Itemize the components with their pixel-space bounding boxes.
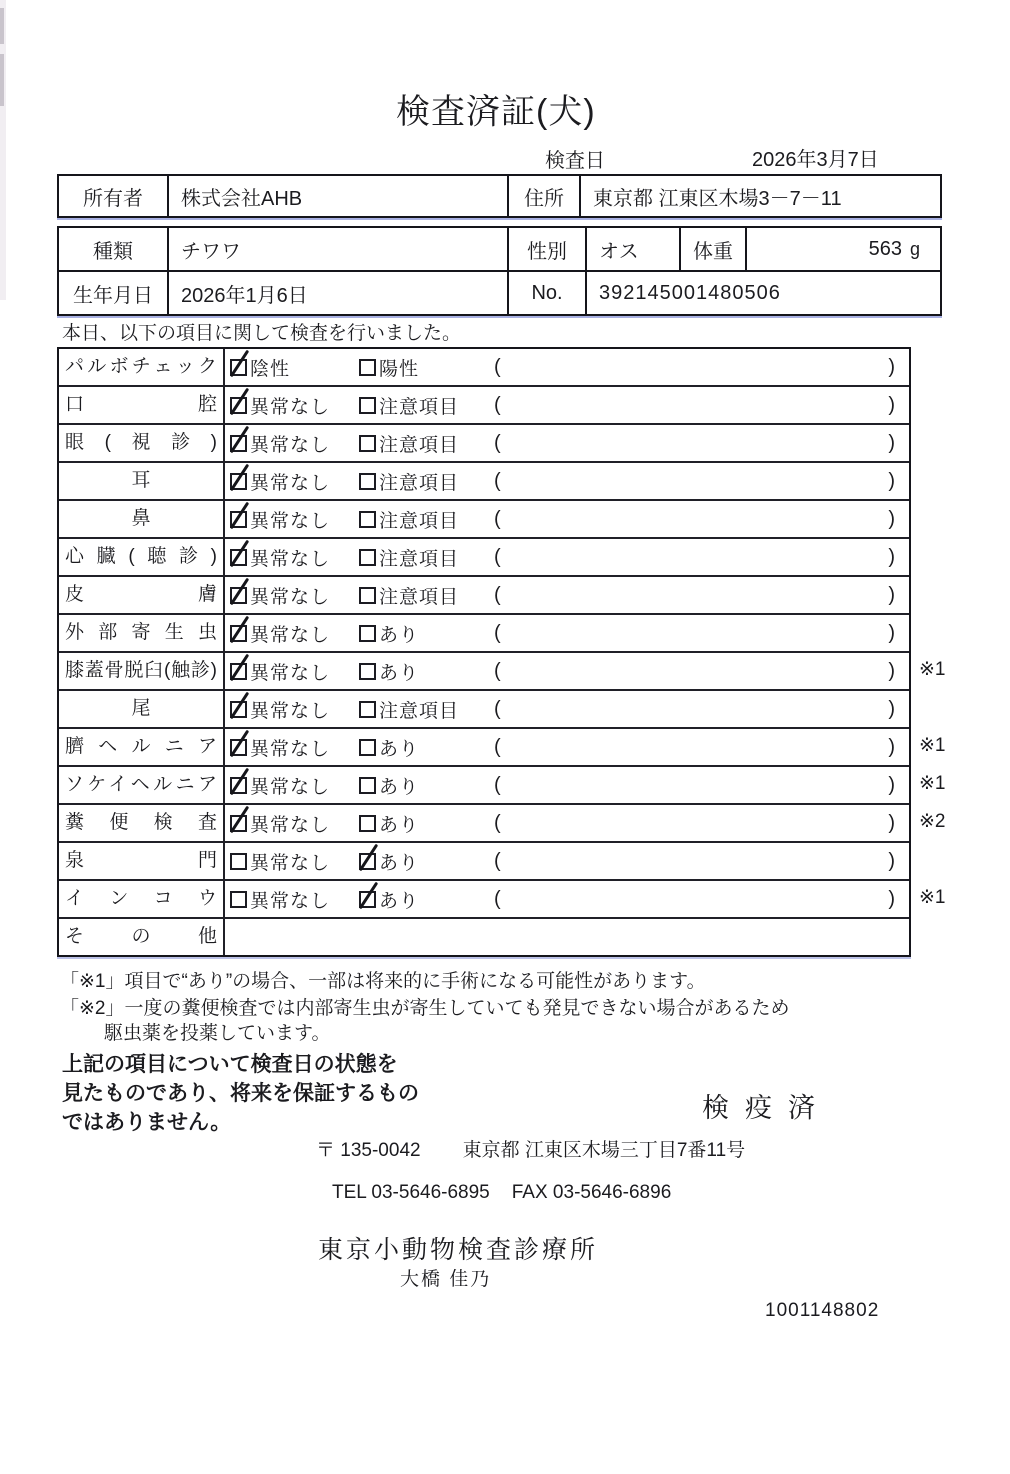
remarks-parens [492,660,909,683]
option-label: 異常なし [250,852,331,874]
item-label: 泉門 [59,843,225,879]
option-label: あり [379,852,420,874]
option-label: 陰性 [250,358,291,380]
inspection-row [59,727,946,765]
inspection-row [59,689,909,727]
clinic-address: 東京都 江東区木場三丁目7番11号 [462,1140,746,1161]
inspection-row [59,499,909,537]
document-title: 検査済証(犬) [396,93,596,131]
weight-label: 体重 [679,228,745,270]
option [359,544,492,571]
option [359,810,492,837]
disclaimer-line-2: 見たものであり、将来を保証するもの [62,1082,419,1105]
option-label: あり [379,890,420,912]
option [225,734,359,761]
paren-close: ) [888,773,895,796]
checkbox [230,359,247,376]
breed-value: チワワ [167,228,507,270]
paren-close: ) [888,659,895,682]
inspection-row [59,803,946,841]
checkbox [359,511,376,528]
item-result [225,653,909,689]
item-result [225,805,909,841]
scanner-mark [0,8,4,44]
no-label: No. [507,272,585,314]
inspection-row [59,917,909,955]
option-label: 注意項目 [379,700,460,722]
option [225,392,359,419]
option-label: 異常なし [250,890,331,912]
checkbox [230,435,247,452]
option-label: 注意項目 [379,510,460,532]
item-result [225,425,909,461]
item-label: パルボチェック [59,349,225,385]
check-mark-icon [230,615,249,643]
option-label: 注意項目 [379,434,460,456]
item-result [225,501,909,537]
checkbox [230,853,247,870]
paren-close: ) [888,355,895,378]
remarks-parens [492,812,909,835]
inspection-intro: 本日、以下の項目に関して検査を行いました。 [62,323,462,344]
inspection-row [59,423,909,461]
paren-open: ( [494,469,501,492]
checkbox [230,815,247,832]
remarks-parens [492,622,909,645]
reference-note: ※1 [919,659,946,680]
check-mark-icon [230,539,249,567]
option-label: 異常なし [250,586,331,608]
option [359,848,492,875]
paren-close: ) [888,621,895,644]
item-label: 尾 [59,691,225,727]
checkbox [359,853,376,870]
remarks-parens [492,356,909,379]
weight-cell [745,228,940,270]
option-label: あり [379,738,420,760]
footnote-2-continued: 駆虫薬を投薬しています。 [104,1023,331,1044]
checkbox [230,473,247,490]
option [225,468,359,495]
item-result [225,843,909,879]
paren-close: ) [888,507,895,530]
paren-open: ( [494,393,501,416]
disclaimer [62,1050,419,1137]
paren-open: ( [494,583,501,606]
checkbox [359,815,376,832]
option-label: 異常なし [250,624,331,646]
item-result [225,881,909,917]
checkbox [230,625,247,642]
option-label: 異常なし [250,434,331,456]
item-label: 糞便検査 [59,805,225,841]
inspection-date-label: 検査日 [545,150,605,172]
checkbox [359,359,376,376]
option [359,886,492,913]
paren-open: ( [494,887,501,910]
inspection-row [59,349,909,385]
paren-close: ) [888,545,895,568]
checkbox [230,777,247,794]
option [225,620,359,647]
reference-note: ※1 [919,773,946,794]
reference-note: ※1 [919,735,946,756]
option-label: 異常なし [250,396,331,418]
pet-row-1 [59,228,940,270]
checkbox [359,777,376,794]
option [225,430,359,457]
paren-close: ) [888,735,895,758]
checkbox [359,587,376,604]
option [225,810,359,837]
owner-row [59,176,940,216]
item-label: 耳 [59,463,225,499]
checkbox [359,663,376,680]
paren-open: ( [494,431,501,454]
remarks-parens [492,736,909,759]
sex-value: オス [585,228,679,270]
owner-table [57,174,942,218]
scanner-mark [0,54,4,106]
reference-note: ※1 [919,887,946,908]
item-label: 鼻 [59,501,225,537]
check-mark-icon [359,843,378,871]
paren-close: ) [888,431,895,454]
option [225,354,359,381]
spacer [490,1182,512,1204]
remarks-parens [492,432,909,455]
paren-close: ) [888,811,895,834]
option-label: 注意項目 [379,548,460,570]
item-result [225,691,909,727]
item-result [225,577,909,613]
option [225,544,359,571]
option-label: あり [379,776,420,798]
checkbox [359,473,376,490]
birthdate-label: 生年月日 [73,284,153,307]
option-label: 注意項目 [379,472,460,494]
option [225,886,359,913]
check-mark-icon [230,767,249,795]
inspection-row [59,613,909,651]
postal-code: 〒 135-0042 [316,1140,421,1161]
check-mark-icon [230,691,249,719]
option [359,506,492,533]
examiner-name: 大橋 佳乃 [400,1269,492,1290]
paren-open: ( [494,697,501,720]
paren-open: ( [494,773,501,796]
sex-label: 性別 [507,228,585,270]
option-label: 陽性 [379,358,420,380]
inspection-row [59,537,909,575]
owner-label: 所有者 [83,187,143,210]
item-label: 皮膚 [59,577,225,613]
inspection-row [59,461,909,499]
checkbox [230,587,247,604]
item-label: 膝蓋骨脱臼(触診) [59,653,225,689]
checkbox [230,701,247,718]
remarks-parens [492,394,909,417]
breed-label: 種類 [93,240,133,263]
checkbox [359,739,376,756]
check-mark-icon [230,805,249,833]
owner-name: 株式会社AHB [167,176,507,216]
option-label: 異常なし [250,472,331,494]
checkbox [359,435,376,452]
remarks-parens [492,774,909,797]
birthdate-value: 2026年1月6日 [167,272,507,314]
weight-value: 563 [868,237,902,260]
option-label: 異常なし [250,662,331,684]
option [359,772,492,799]
clinic-address-line [316,1135,745,1162]
paren-open: ( [494,507,501,530]
option [359,392,492,419]
check-mark-icon [230,501,249,529]
weight-unit: g [909,238,920,259]
paren-close: ) [888,393,895,416]
option-label: 異常なし [250,548,331,570]
option-label: 異常なし [250,700,331,722]
item-label: 心臓(聴診) [59,539,225,575]
item-result [225,349,909,385]
option [359,734,492,761]
option-label: 異常なし [250,814,331,836]
checkbox [359,701,376,718]
fax-number: FAX 03-5646-6896 [511,1182,672,1203]
option-label: 異常なし [250,510,331,532]
checkbox [230,511,247,528]
checkbox [230,891,247,908]
spacer [421,1135,463,1162]
item-result [225,919,909,955]
serial-number: 1001148802 [765,1300,880,1321]
remarks-parens [492,888,909,911]
option-label: あり [379,662,420,684]
inspection-row [59,651,946,689]
item-result [225,767,909,803]
item-label: ソケイヘルニア [59,767,225,803]
item-result [225,615,909,651]
option [225,696,359,723]
checkbox [359,549,376,566]
paren-open: ( [494,355,501,378]
check-mark-icon [230,653,249,681]
item-result [225,387,909,423]
check-mark-icon [230,387,249,415]
item-label: 眼(視診) [59,425,225,461]
inspection-row [59,841,909,879]
option [359,620,492,647]
disclaimer-line-1: 上記の項目について検査日の状態を [62,1053,398,1076]
item-label: その他 [59,919,225,955]
option [359,430,492,457]
option [359,696,492,723]
check-mark-icon [230,463,249,491]
checkbox [359,891,376,908]
checkbox [230,549,247,566]
footnote-2: 「※2」一度の糞便検査では内部寄生虫が寄生していても発見できない場合があるため [60,998,790,1019]
remarks-parens [492,470,909,493]
inspection-table [57,347,946,957]
scanner-edge-artifact [0,0,6,300]
option [225,658,359,685]
paren-close: ) [888,849,895,872]
owner-address-label: 住所 [507,176,579,216]
item-result [225,539,909,575]
option-label: あり [379,624,420,646]
item-label: インコウ [59,881,225,917]
remarks-parens [492,546,909,569]
option [359,354,492,381]
no-value: 392145001480506 [585,272,940,314]
owner-address: 東京都 江東区木場3－7－11 [579,176,940,216]
remarks-parens [492,698,909,721]
disclaimer-line-3: ではありません。 [62,1111,232,1134]
item-result [225,729,909,765]
checkbox [230,739,247,756]
check-mark-icon [230,349,249,377]
tel-fax-line [332,1182,671,1204]
check-mark-icon [230,425,249,453]
option [359,582,492,609]
checkbox [230,397,247,414]
remarks-parens [492,584,909,607]
tel-number: TEL 03-5646-6895 [332,1182,490,1203]
paren-close: ) [888,583,895,606]
option-label: 異常なし [250,738,331,760]
option [225,848,359,875]
option [225,506,359,533]
footnote-1: 「※1」項目で“あり”の場合、一部は将来的に手術になる可能性があります。 [60,971,706,992]
item-label: 臍ヘルニア [59,729,225,765]
check-mark-icon [230,577,249,605]
option-label: あり [379,814,420,836]
option-label: 異常なし [250,776,331,798]
paren-open: ( [494,811,501,834]
item-label: 口腔 [59,387,225,423]
option [225,772,359,799]
item-label: 外部寄生虫 [59,615,225,651]
remarks-parens [492,508,909,531]
pet-info-table [57,226,942,316]
pet-row-2 [59,270,940,314]
remarks-parens [492,850,909,873]
paren-close: ) [888,697,895,720]
check-mark-icon [230,729,249,757]
inspection-row [59,879,946,917]
reference-note: ※2 [919,811,946,832]
item-result [225,463,909,499]
quarantine-stamp: 検疫済 [702,1093,831,1123]
checkbox [359,625,376,642]
checkbox [230,663,247,680]
paren-open: ( [494,849,501,872]
inspection-date-value: 2026年3月7日 [752,149,879,171]
check-mark-icon [359,881,378,909]
paren-open: ( [494,545,501,568]
checkbox [359,397,376,414]
clinic-name: 東京小動物検査診療所 [318,1236,599,1264]
paren-close: ) [888,469,895,492]
paren-close: ) [888,887,895,910]
inspection-row [59,385,909,423]
option [225,582,359,609]
option [359,658,492,685]
inspection-row [59,575,909,613]
paren-open: ( [494,735,501,758]
option-label: 注意項目 [379,396,460,418]
paren-open: ( [494,659,501,682]
inspection-row [59,765,946,803]
option-label: 注意項目 [379,586,460,608]
paren-open: ( [494,621,501,644]
option [359,468,492,495]
